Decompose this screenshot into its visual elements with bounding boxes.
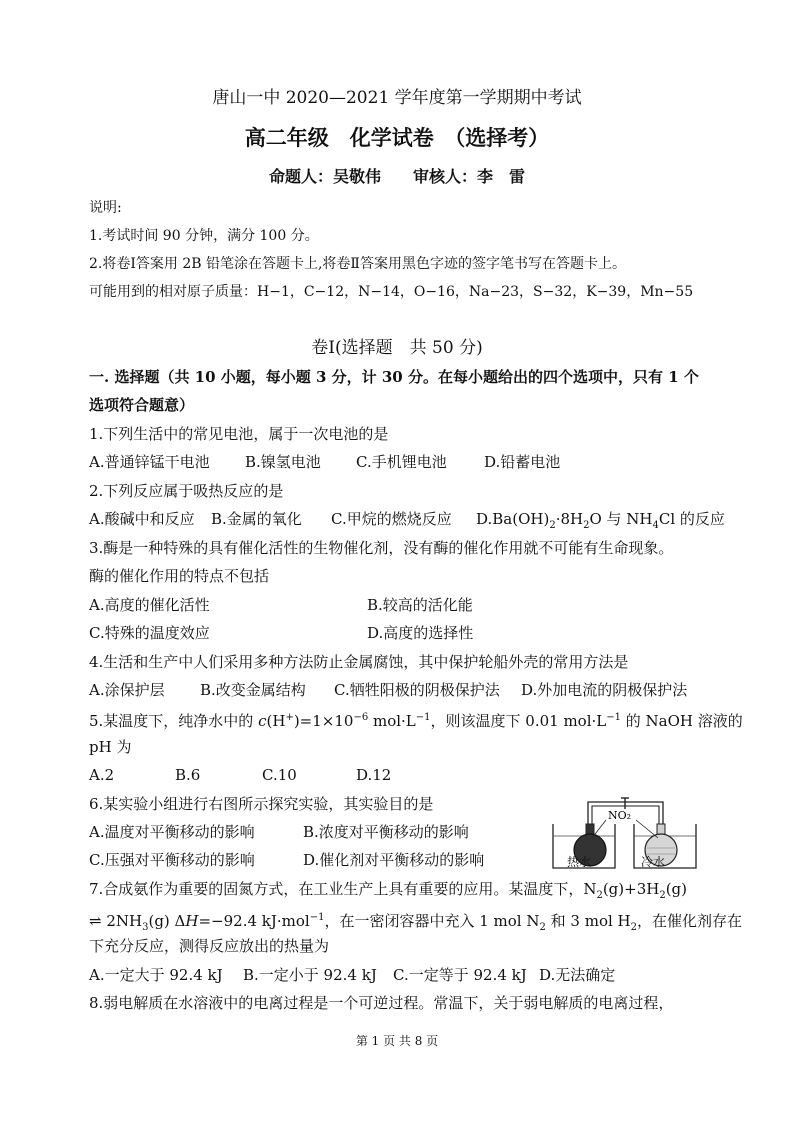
question-6-option-d: D.催化剂对平衡移动的影响 [303, 851, 485, 869]
exam-title: 唐山一中 2020—2021 学年度第一学期期中考试 [212, 88, 582, 108]
question-6-stem: 6.某实验小组进行右图所示探究实验，其实验目的是 [89, 795, 434, 813]
question-3-option-d: D.高度的选择性 [367, 624, 474, 642]
question-4-option-c: C.牺牲阳极的阴极保护法 [334, 681, 500, 699]
question-3-option-c: C.特殊的温度效应 [89, 624, 210, 642]
question-6-option-a: A.温度对平衡移动的影响 [89, 823, 255, 841]
exam-authors: 命题人：吴敬伟 审核人：李 雷 [268, 167, 525, 186]
question-7-stem-line-3: 下充分反应，测得反应放出的热量为 [89, 937, 330, 955]
question-7-option-a: A.一定大于 92.4 kJ [89, 966, 223, 984]
question-1-stem: 1.下列生活中的常见电池，属于一次电池的是 [89, 425, 389, 443]
question-8-stem: 8.弱电解质在水溶液中的电离过程是一个可逆过程。常温下，关于弱电解质的电离过程， [89, 994, 674, 1012]
question-2-option-a: A.酸碱中和反应 [89, 510, 195, 528]
question-5-option-b: B.6 [175, 766, 201, 784]
question-4-stem: 4.生活和生产中人们采用多种方法防止金属腐蚀，其中保护轮船外壳的常用方法是 [89, 653, 629, 671]
question-2-option-c: C.甲烷的燃烧反应 [331, 510, 452, 528]
question-3-option-b: B.较高的活化能 [367, 596, 473, 614]
question-1-option-c: C.手机锂电池 [356, 453, 447, 471]
atomic-masses: 可能用到的相对原子质量：H−1，C−12，N−14，O−16，Na−23，S−32，K−39，Mn−55 [89, 284, 694, 300]
question-5-stem-line-1: 5.某温度下，纯净水中的 $c(H^+)=1\times 10^{-6}$ $mol\cdot L^{-1}$，则该温度下 0.01 $mol\cdot L^{-1}$ 的 NaOH 溶液的 [89, 712, 743, 730]
question-7-option-c: C.一定等于 92.4 kJ [393, 966, 527, 984]
question-4-option-a: A.涂保护层 [89, 681, 165, 699]
question-3-stem-line-1: 3.酶是一种特殊的具有催化活性的生物催化剂，没有酶的催化作用就不可能有生命现象。 [89, 539, 674, 557]
question-3-stem-line-2: 酶的催化作用的特点不包括 [89, 567, 270, 585]
section-instruction-1: 一. 选择题（共 10 小题，每小题 3 分，计 30 分。在每小题给出的四个选项中，只有 1 个 [89, 368, 699, 386]
question-7-option-b: B.一定小于 92.4 kJ [243, 966, 377, 984]
hot-water-label: 热水 [567, 855, 592, 869]
question-1-option-b: B.镍氢电池 [245, 453, 321, 471]
notes-label: 说明: [89, 200, 122, 216]
question-5-option-d: D.12 [356, 766, 392, 784]
section-title: 卷Ⅰ(选择题 共 50 分) [311, 338, 483, 358]
no2-label: NO₂ [608, 809, 632, 822]
question-5-option-a: A.2 [89, 766, 115, 784]
question-5-option-c: C.10 [262, 766, 297, 784]
label-pointer-right [636, 820, 658, 838]
question-4-option-d: D.外加电流的阴极保护法 [521, 681, 688, 699]
question-2-option-b: B.金属的氧化 [211, 510, 302, 528]
exam-subtitle: 高二年级 化学试卷 （选择考） [244, 125, 550, 150]
note-item-1: 1.考试时间 90 分钟，满分 100 分。 [89, 228, 319, 244]
question-7-stem-line-1: 7.合成氨作为重要的固氮方式，在工业生产上具有重要的应用。某温度下，$N_2(g)+3H_2(g)$ [89, 880, 688, 901]
question-6-option-b: B.浓度对平衡移动的影响 [303, 823, 469, 841]
question-1-option-a: A.普通锌锰干电池 [89, 453, 210, 471]
note-item-2: 2.将卷Ⅰ答案用 2B 铅笔涂在答题卡上,将卷Ⅱ答案用黑色字迹的签字笔书写在答题卡上。 [89, 256, 626, 272]
question-2-stem: 2.下列反应属于吸热反应的是 [89, 482, 284, 500]
page-footer: 第 1 页 共 8 页 [355, 1034, 439, 1048]
cold-water-label: 冷水 [641, 855, 666, 869]
question-4-option-b: B.改变金属结构 [200, 681, 306, 699]
section-instruction-2: 选项符合题意） [89, 396, 195, 414]
question-1-option-d: D.铅蓄电池 [484, 453, 561, 471]
question-7-stem-line-2: ⇌ $2NH_3(g)$ ΔH=−92.4 kJ·mol$^{-1}$，在一密闭容器中充入 1 mol $N_2$ 和 3 mol $H_2$，在催化剂存在 [89, 912, 743, 933]
question-7-option-d: D.无法确定 [539, 966, 616, 984]
question-2-option-d: $D.Ba(OH)_2\cdot 8H_2O$ 与 $NH_4Cl$ 的反应 [476, 510, 725, 531]
question-6-option-c: C.压强对平衡移动的影响 [89, 851, 255, 869]
question-3-option-a: A.高度的催化活性 [89, 596, 210, 614]
question-5-stem-line-2: pH 为 [89, 738, 132, 756]
